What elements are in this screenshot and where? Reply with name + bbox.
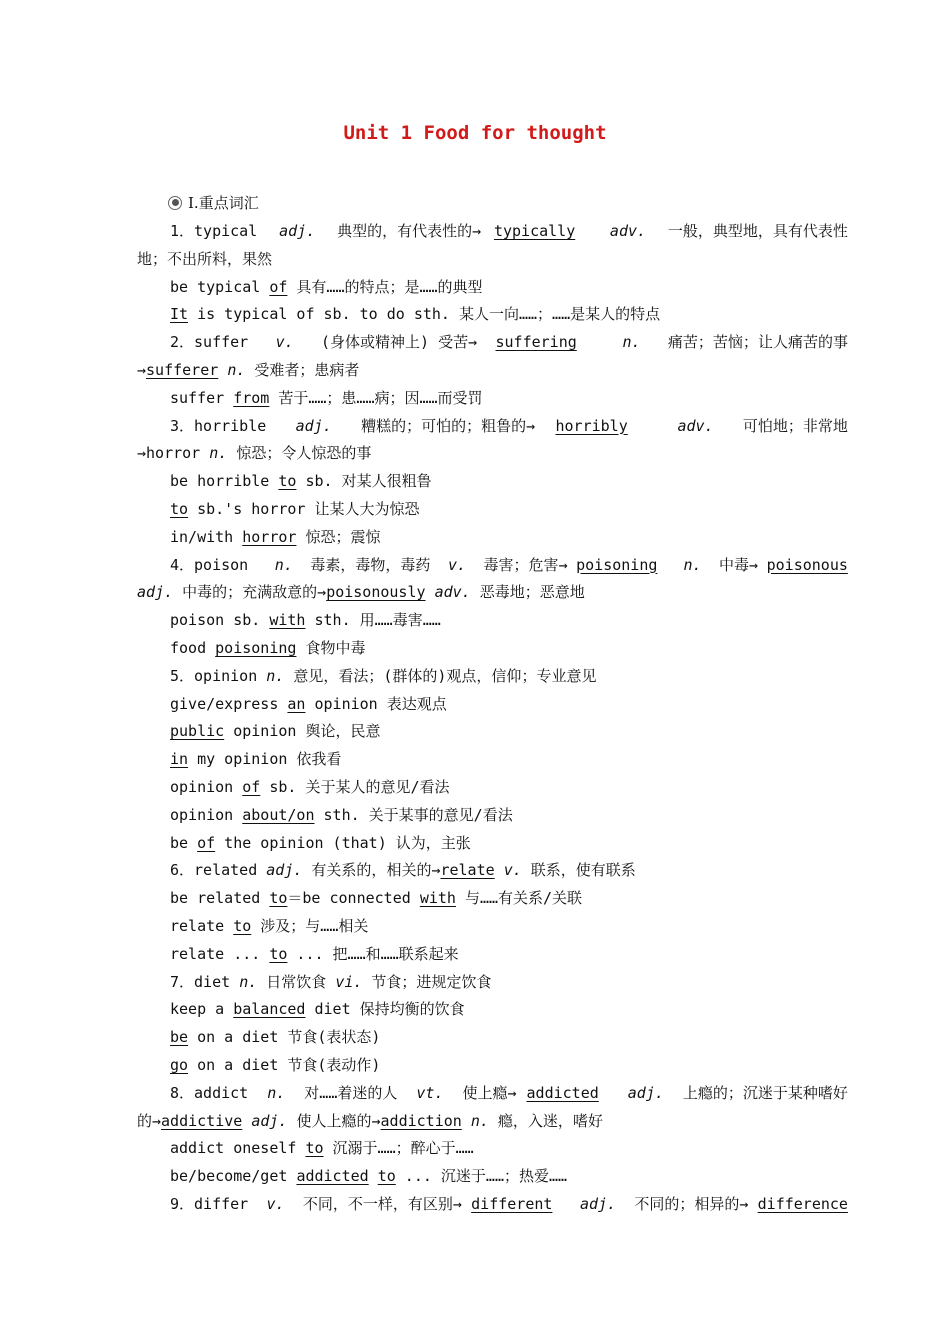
- vocab-text: →: [137, 361, 147, 379]
- part-of-speech: adv.: [434, 583, 471, 602]
- vocab-text: 沉溺于……；醉心于……: [323, 1139, 474, 1158]
- vocab-text: my opinion 依我看: [188, 750, 342, 769]
- vocab-line: [170, 721, 380, 741]
- vocab-text: on a diet 节食(表动作): [188, 1056, 381, 1074]
- answer-underlined: public: [170, 722, 225, 741]
- vocab-text: [495, 861, 504, 879]
- vocab-text: 毒害；危害→: [474, 555, 568, 574]
- vocab-line: [170, 972, 491, 992]
- vocab-text: [595, 332, 604, 352]
- unit-title: Unit 1 Food for thought: [343, 122, 607, 144]
- answer-underlined: in: [170, 750, 189, 769]
- radio-bullet-icon: [168, 196, 182, 210]
- vocab-line: [170, 1055, 380, 1075]
- vocab-line: [170, 304, 660, 324]
- vocab-line: [170, 860, 636, 880]
- answer-underlined: addictive: [161, 1111, 243, 1130]
- vocab-text: 3．horrible: [170, 416, 276, 435]
- vocab-line: [137, 1111, 603, 1131]
- vocab-line: [170, 638, 365, 658]
- vocab-text: be typical: [170, 277, 270, 296]
- vocab-text: 9．differ: [170, 1195, 258, 1213]
- answer-underlined: of: [242, 778, 261, 796]
- vocab-text: poison sb.: [170, 611, 270, 630]
- vocab-text: 惊恐；令人惊恐的事: [227, 444, 372, 463]
- vocab-line: [170, 694, 447, 714]
- vocab-line: [170, 499, 420, 519]
- vocab-text: sth. 关于某事的意见/看法: [314, 805, 513, 824]
- vocab-text: 2．suffer: [170, 333, 258, 352]
- answer-underlined: from: [233, 388, 270, 407]
- part-of-speech: adj.: [295, 416, 332, 435]
- vocab-text: 典型的，有代表性的→: [328, 222, 482, 240]
- answer-underlined: balanced: [233, 1000, 306, 1019]
- vocab-line: [170, 1194, 848, 1214]
- answer-underlined: relate: [440, 861, 495, 880]
- vocab-text: the opinion (that) 认为，主张: [215, 833, 471, 852]
- vocab-line: [170, 749, 341, 769]
- vocab-line: [137, 582, 585, 602]
- answer-underlined: of: [197, 833, 216, 852]
- answer-underlined: be: [170, 1028, 189, 1047]
- vocab-text: [462, 1112, 471, 1130]
- part-of-speech: n.: [227, 361, 246, 379]
- vocab-text: →horror: [137, 444, 210, 463]
- vocab-line: [170, 221, 848, 241]
- vocab-text: be: [170, 833, 198, 852]
- vocab-text: 苦于……；患……病；因……而受罚: [269, 388, 483, 407]
- vocab-text: give/express: [170, 694, 288, 713]
- vocab-text: 受难者；患病者: [245, 361, 360, 379]
- answer-underlined: different: [471, 1195, 553, 1213]
- vocab-line: [170, 527, 380, 547]
- vocab-text: be/become/get: [170, 1167, 297, 1186]
- vocab-text: 6．related: [170, 861, 267, 880]
- vocab-text: 8．addict: [170, 1083, 258, 1102]
- vocab-text: opinion 舆论，民意: [224, 722, 381, 741]
- vocab-line: [170, 610, 441, 630]
- part-of-speech: adj.: [279, 222, 316, 240]
- vocab-text: suffer: [170, 388, 234, 407]
- answer-underlined: poisoning: [576, 555, 658, 574]
- vocab-text: 涉及；与……相关: [251, 917, 369, 935]
- vocab-line: [170, 277, 483, 297]
- answer-underlined: typically: [493, 222, 576, 240]
- vocab-text: relate ...: [170, 944, 270, 963]
- vocab-text: 对……着迷的人: [295, 1083, 407, 1102]
- vocab-text: ... 沉迷于……；热爱……: [395, 1167, 568, 1186]
- vocab-text: 1．typical: [170, 222, 267, 240]
- vocab-text: [666, 555, 675, 575]
- part-of-speech: adj.: [627, 1083, 664, 1102]
- vocab-line: [170, 471, 432, 491]
- vocab-text: opinion: [170, 778, 243, 796]
- part-of-speech: n.: [622, 333, 641, 352]
- vocab-text: be related: [170, 889, 270, 908]
- answer-underlined: difference: [757, 1195, 848, 1213]
- part-of-speech: adv.: [609, 222, 647, 240]
- answer-underlined: about/on: [242, 805, 315, 824]
- part-of-speech: adv.: [677, 416, 714, 435]
- vocab-line: [170, 1166, 567, 1186]
- answer-underlined: sufferer: [146, 361, 219, 379]
- part-of-speech: v.: [447, 555, 467, 574]
- vocab-text: 不同，不一样，有区别→: [293, 1195, 462, 1213]
- vocab-text: keep a: [170, 1000, 234, 1019]
- vocab-line: [170, 833, 471, 853]
- vocab-line: [137, 443, 371, 463]
- vocab-text: 糟糕的；可怕的；粗鲁的→: [352, 416, 536, 435]
- vocab-text: 中毒的；充满敌意的→: [173, 583, 327, 602]
- answer-underlined: addicted: [526, 1083, 599, 1102]
- part-of-speech: n.: [209, 444, 228, 463]
- vocab-text: [609, 1083, 618, 1103]
- vocab-text: food: [170, 639, 216, 657]
- vocab-text: relate: [170, 917, 234, 935]
- vocab-text: 4．poison: [170, 555, 267, 574]
- answer-underlined: with: [419, 889, 456, 908]
- part-of-speech: n.: [683, 555, 702, 574]
- section-heading: [168, 192, 259, 213]
- vocab-text: 5．opinion: [170, 666, 267, 685]
- answer-underlined: go: [170, 1056, 189, 1074]
- vocab-text: 中毒→: [710, 555, 759, 574]
- vocab-line: [170, 999, 465, 1019]
- vocab-line: [170, 388, 483, 408]
- vocab-text: 上瘾的；沉迷于某种嗜好: [673, 1083, 848, 1102]
- vocab-line: [137, 249, 272, 269]
- part-of-speech: n.: [239, 972, 258, 991]
- vocab-text: on a diet 节食(表状态): [188, 1028, 381, 1047]
- vocab-text: 食物中毒: [296, 639, 366, 657]
- vocab-text: [562, 1194, 571, 1214]
- answer-underlined: horror: [242, 527, 297, 546]
- answer-underlined: horribly: [555, 416, 628, 435]
- section-label: Ⅰ.重点词汇: [188, 194, 259, 212]
- vocab-line: [170, 1138, 474, 1158]
- answer-underlined: poisonously: [326, 583, 426, 602]
- part-of-speech: n.: [266, 666, 285, 685]
- answer-underlined: to: [269, 889, 288, 908]
- vocab-text: 不同的；相异的→: [625, 1195, 749, 1213]
- answer-underlined: poisoning: [215, 639, 297, 657]
- vocab-text: sb. 关于某人的意见/看法: [260, 778, 450, 796]
- vocab-text: addict oneself: [170, 1139, 306, 1158]
- part-of-speech: adj.: [137, 583, 174, 602]
- vocab-text: [648, 416, 657, 436]
- vocab-text: is typical of sb. to do sth. 某人一向……；……是某人的特点: [188, 305, 661, 324]
- answer-underlined: an: [287, 694, 306, 713]
- vocab-text: 一般，典型地，具有代表性: [658, 222, 848, 240]
- vocab-text: [218, 361, 227, 379]
- vocab-line: [170, 944, 459, 964]
- vocab-text: 可怕地；非常地: [733, 416, 848, 435]
- part-of-speech: v.: [275, 333, 294, 352]
- vocab-text: 7．diet: [170, 972, 240, 991]
- vocab-text: ＝be connected: [287, 889, 420, 908]
- vocab-text: sb. 对某人很粗鲁: [296, 472, 432, 491]
- vocab-text: (身体或精神上) 受苦→: [312, 333, 478, 352]
- answer-underlined: poisonous: [766, 555, 848, 574]
- vocab-line: [170, 888, 582, 908]
- vocab-line: [170, 555, 848, 575]
- answer-underlined: to: [233, 917, 252, 935]
- answer-underlined: with: [269, 611, 306, 630]
- vocab-text: 惊恐；震惊: [296, 527, 381, 546]
- vocab-line: [170, 332, 848, 352]
- vocab-text: 地；不出所料，果然: [137, 249, 273, 268]
- vocab-line: [137, 360, 359, 380]
- part-of-speech: n.: [267, 1083, 286, 1102]
- vocab-text: 有关系的，相关的→: [302, 861, 441, 880]
- vocab-text: [426, 583, 435, 601]
- vocab-line: [170, 777, 450, 797]
- vocab-text: be horrible: [170, 472, 279, 491]
- part-of-speech: vi.: [335, 972, 363, 991]
- vocab-text: [242, 1112, 251, 1130]
- vocab-text: diet 保持均衡的饮食: [305, 1000, 465, 1019]
- vocab-text: 使上瘾→: [453, 1083, 517, 1102]
- vocab-line: [170, 1027, 380, 1047]
- vocab-text: 与……有关系/关联: [455, 889, 583, 908]
- answer-underlined: It: [170, 305, 189, 324]
- answer-underlined: of: [269, 277, 288, 296]
- vocab-text: sb.'s horror 让某人大为惊恐: [188, 500, 420, 518]
- vocab-text: opinion 表达观点: [305, 694, 447, 713]
- vocab-text: 痛苦；苦恼；让人痛苦的事: [658, 333, 848, 352]
- vocab-text: 的→: [137, 1111, 162, 1130]
- part-of-speech: n.: [274, 555, 293, 574]
- vocab-line: [170, 1083, 848, 1103]
- answer-underlined: to: [305, 1139, 324, 1158]
- vocab-text: sth. 用……毒害……: [305, 611, 441, 630]
- vocab-text: ... 把……和……联系起来: [287, 944, 459, 963]
- vocab-text: 使人上瘾的→: [287, 1111, 381, 1130]
- part-of-speech: n.: [470, 1111, 489, 1130]
- vocab-text: 瘾，入迷，嗜好: [488, 1111, 603, 1130]
- vocab-text: 日常饮食: [257, 972, 336, 991]
- answer-underlined: addicted: [296, 1167, 369, 1186]
- part-of-speech: adj.: [251, 1111, 288, 1130]
- answer-underlined: addiction: [380, 1111, 462, 1130]
- vocab-line: [170, 916, 368, 936]
- vocab-text: [588, 221, 597, 241]
- part-of-speech: v.: [266, 1195, 285, 1213]
- part-of-speech: adj.: [266, 861, 303, 880]
- part-of-speech: adj.: [579, 1195, 617, 1213]
- answer-underlined: to: [377, 1167, 396, 1186]
- part-of-speech: vt.: [416, 1083, 444, 1102]
- vocab-line: [170, 805, 513, 825]
- vocab-text: in/with: [170, 527, 243, 546]
- answer-underlined: suffering: [495, 333, 577, 352]
- vocab-text: 意见，看法；(群体的)观点，信仰；专业意见: [284, 666, 597, 685]
- answer-underlined: to: [278, 472, 297, 491]
- part-of-speech: v.: [503, 861, 522, 880]
- answer-underlined: to: [170, 500, 189, 518]
- answer-underlined: to: [269, 944, 288, 963]
- vocab-line: [170, 666, 596, 686]
- vocab-text: 恶毒地；恶意地: [470, 583, 585, 602]
- vocab-text: 节食；进规定饮食: [362, 972, 492, 991]
- vocab-text: 具有……的特点；是……的典型: [287, 277, 483, 296]
- vocab-text: 毒素，毒物，毒药: [301, 555, 440, 574]
- vocab-text: opinion: [170, 805, 243, 824]
- vocab-line: [170, 416, 848, 436]
- vocab-text: [369, 1167, 378, 1185]
- vocab-text: 联系，使有联系: [521, 861, 636, 880]
